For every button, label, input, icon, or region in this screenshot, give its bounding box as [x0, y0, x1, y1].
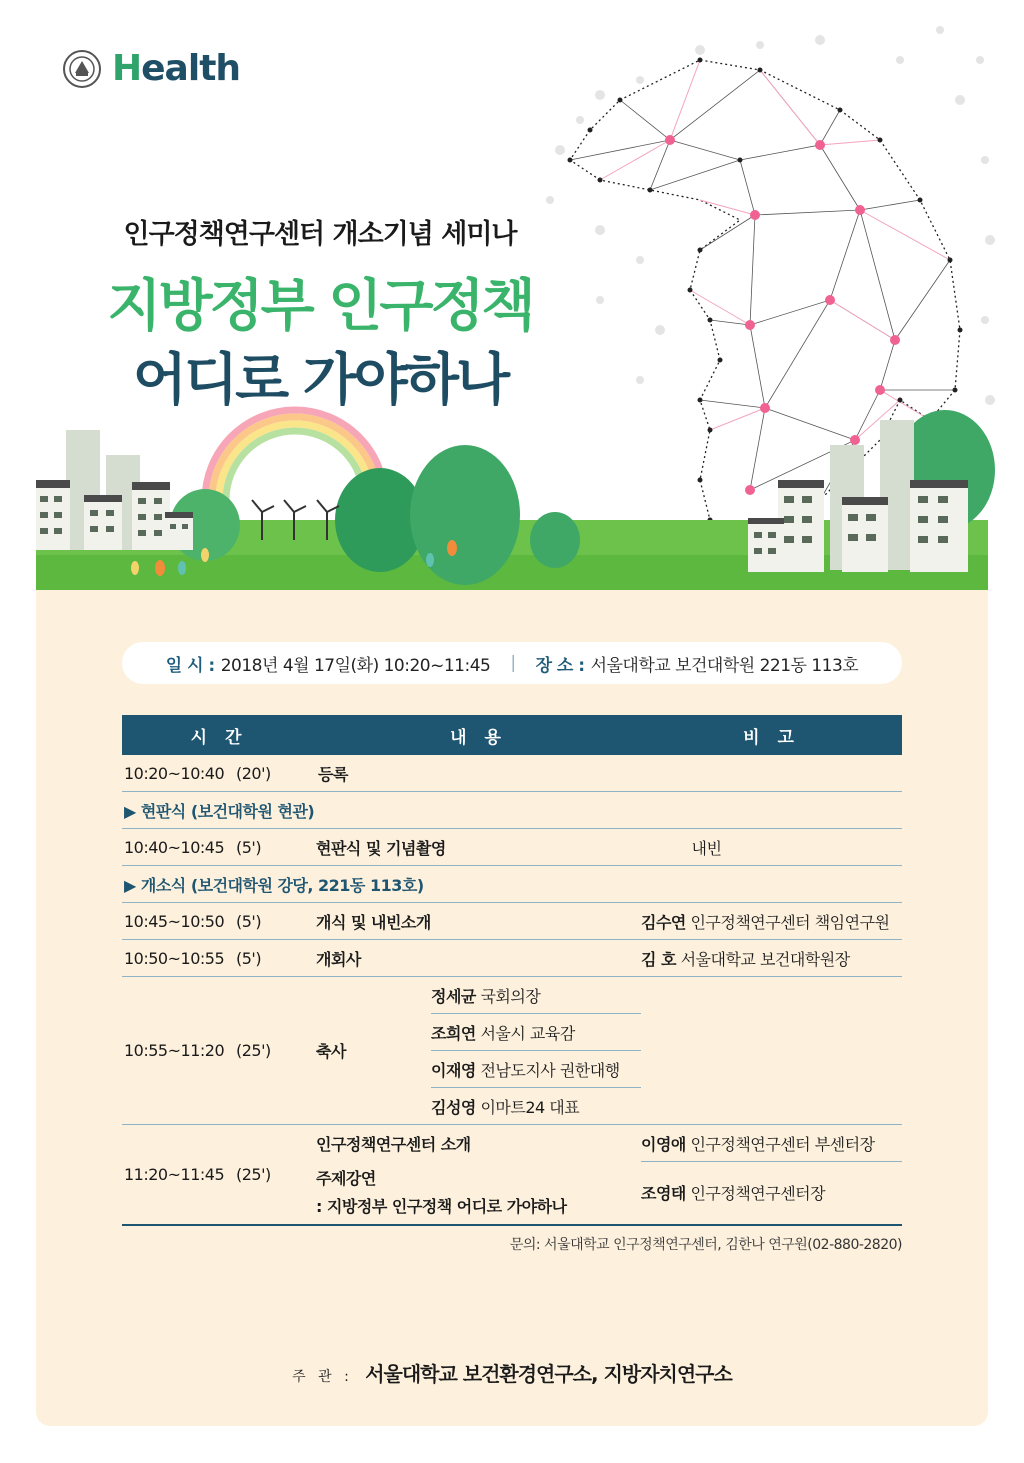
date-label: 일 시 : — [165, 655, 215, 676]
row-content: 개회사 — [316, 940, 641, 977]
info-separator: | — [510, 653, 516, 673]
host-label: 주 관 : — [292, 1369, 353, 1385]
row-time: 10:50~10:55 — [122, 940, 236, 977]
row-time: 10:45~10:50 — [122, 903, 236, 940]
row-time: 11:20~11:45 — [122, 1125, 236, 1225]
table-row — [122, 1125, 902, 1162]
speaker: 조희연 서울시 교육감 — [431, 1014, 641, 1051]
section-row — [122, 792, 902, 829]
row-content: 주제강연 : 지방정부 인구정책 어디로 가야하나 — [316, 1162, 641, 1225]
title-line-2: 어디로 가야하나 — [132, 348, 508, 413]
header-content: 내 용 — [316, 715, 641, 755]
header-note: 비 고 — [641, 715, 902, 755]
section-row — [122, 866, 902, 903]
table-row — [122, 977, 902, 1125]
schedule-table — [122, 715, 902, 1226]
row-content: 현판식 및 기념촬영 — [316, 829, 641, 866]
place-label: 장 소 : — [535, 655, 585, 676]
table-row — [122, 903, 902, 940]
speaker-list — [431, 977, 641, 1124]
row-content: 등록 — [316, 755, 641, 792]
section-title: ▶ 현판식 (보건대학원 현관) — [122, 792, 902, 829]
row-duration: (5') — [236, 829, 316, 866]
title-line-1: 지방정부 인구정책 — [107, 274, 533, 339]
row-duration: (20') — [236, 755, 316, 792]
row-note — [641, 755, 902, 792]
row-note: 김 호 서울대학교 보건대학원장 — [641, 940, 902, 977]
table-row — [122, 755, 902, 792]
row-time: 10:55~11:20 — [122, 977, 236, 1125]
speaker: 이재영 전남도지사 권한대행 — [431, 1051, 641, 1088]
place-value: 서울대학교 보건대학원 221동 113호 — [590, 655, 859, 676]
row-note: 조영태 인구정책연구센터장 — [641, 1162, 902, 1225]
table-row — [122, 829, 902, 866]
event-info-bar — [122, 642, 902, 684]
row-content: 인구정책연구센터 소개 — [316, 1134, 471, 1154]
row-time: 10:40~10:45 — [122, 829, 236, 866]
row-note — [641, 977, 902, 1125]
date-value: 2018년 4월 17일(화) 10:20~11:45 — [220, 655, 491, 676]
schedule-header-row — [122, 715, 902, 755]
row-time: 10:20~10:40 — [122, 755, 236, 792]
row-note: 김수연 인구정책연구센터 책임연구원 — [641, 903, 902, 940]
speaker: 김성영 이마트24 대표 — [431, 1097, 580, 1117]
row-note: 내빈 — [641, 829, 902, 866]
row-content: 축사 — [316, 977, 431, 1125]
host-value: 서울대학교 보건환경연구소, 지방자치연구소 — [365, 1362, 732, 1386]
row-duration: (25') — [236, 1125, 316, 1225]
section-title: ▶ 개소식 (보건대학원 강당, 221동 113호) — [122, 866, 902, 903]
host-organizer — [0, 1358, 1024, 1387]
row-note: 이영애 인구정책연구센터 부센터장 — [641, 1125, 902, 1162]
row-duration: (5') — [236, 903, 316, 940]
table-row — [122, 940, 902, 977]
row-duration: (5') — [236, 940, 316, 977]
event-subtitle: 인구정책연구센터 개소기념 세미나 — [123, 219, 517, 250]
row-content: 개식 및 내빈소개 — [316, 903, 641, 940]
contact-info: 문의: 서울대학교 인구정책연구센터, 김한나 연구원(02-880-2820) — [509, 1237, 902, 1253]
speaker: 정세균 국회의장 — [431, 977, 641, 1014]
row-duration: (25') — [236, 977, 316, 1125]
logo-text: Health — [112, 48, 241, 89]
header-time: 시 간 — [122, 715, 316, 755]
congrats-speakers — [431, 977, 641, 1125]
